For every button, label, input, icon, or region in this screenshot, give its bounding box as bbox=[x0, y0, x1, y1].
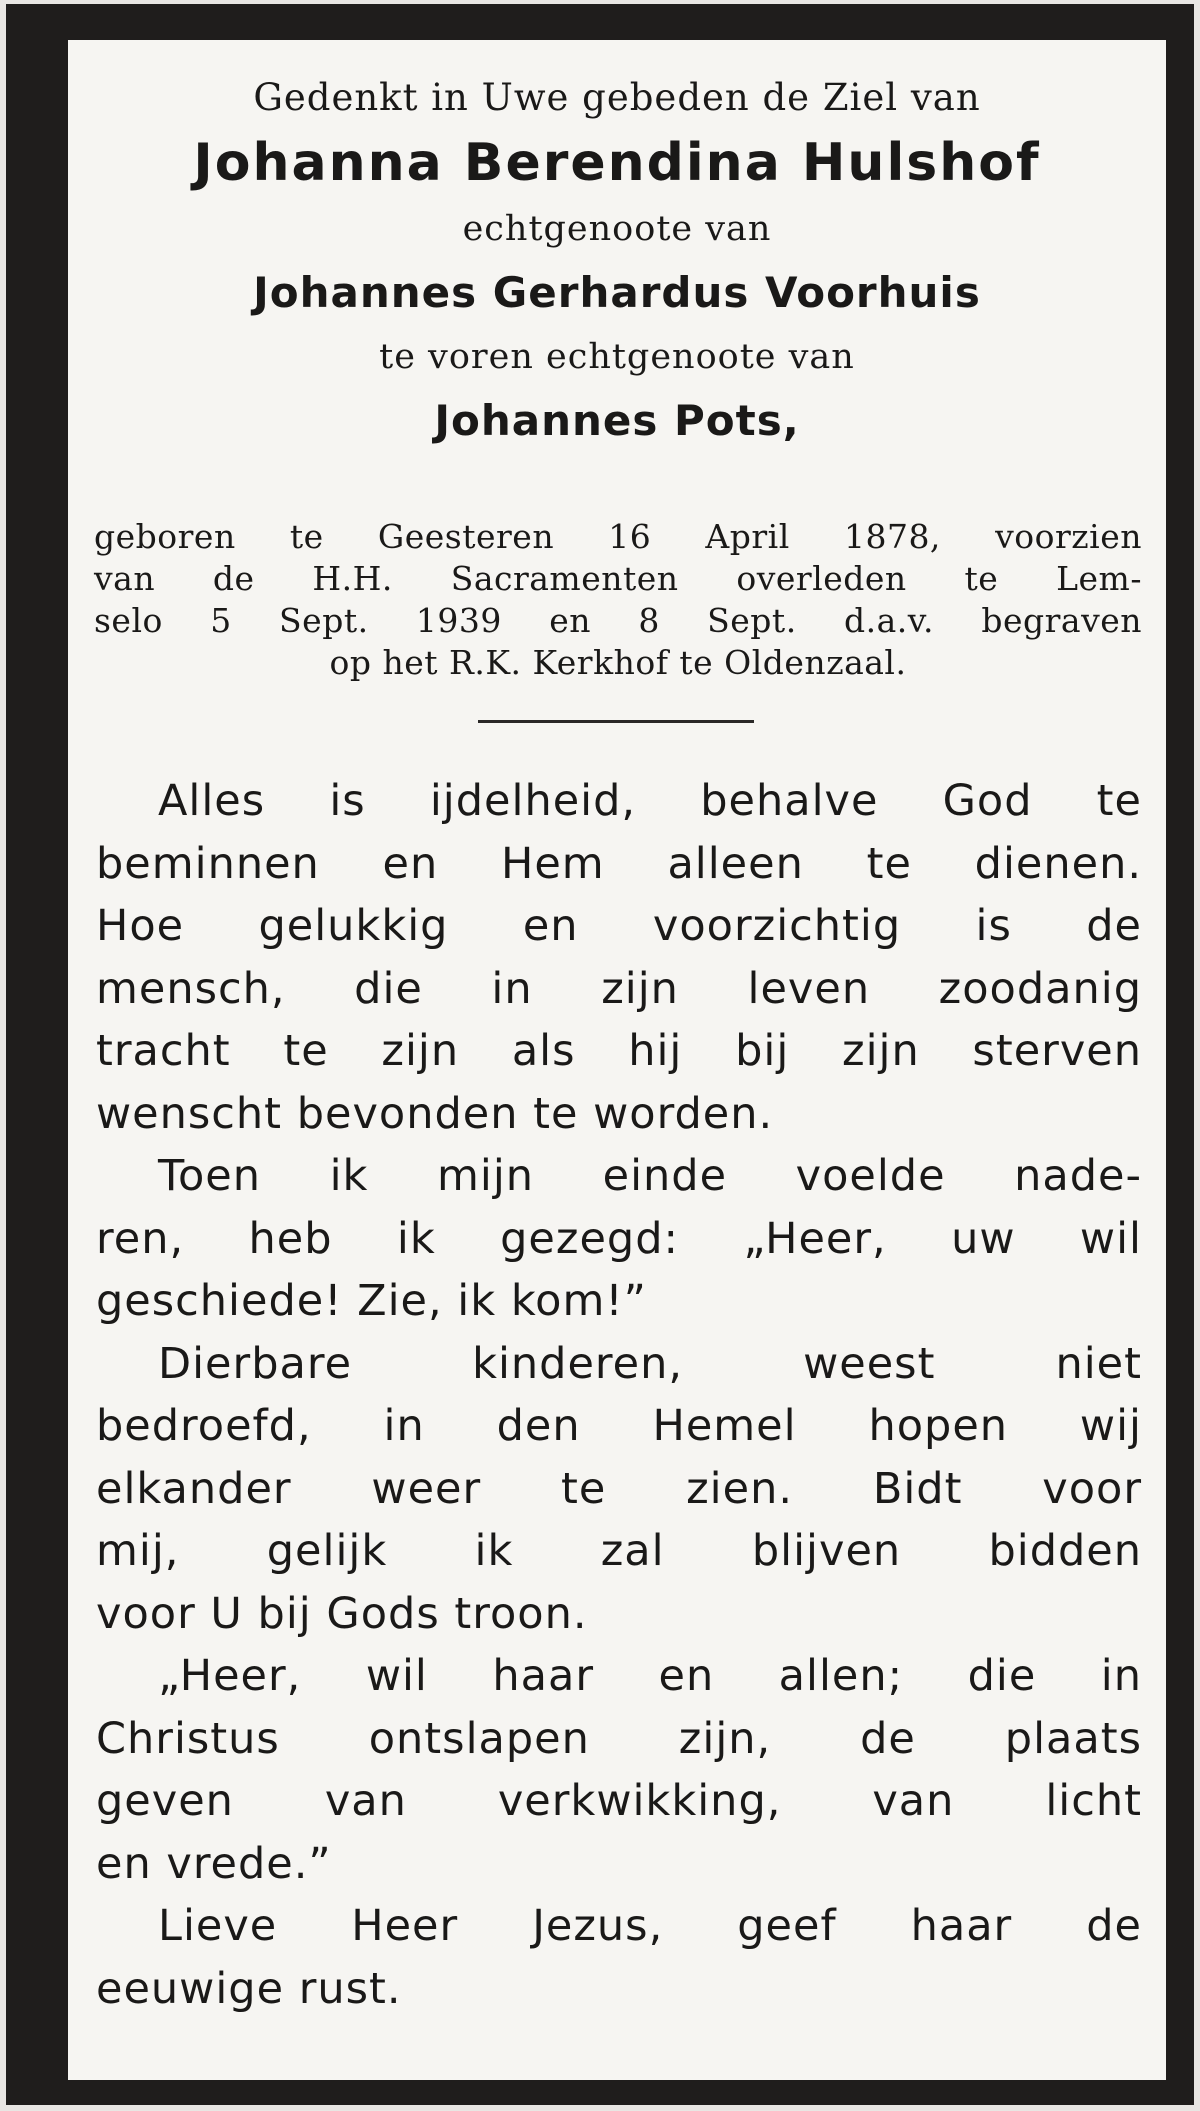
prayer-line: Toen ik mijn einde voelde nade- bbox=[158, 1151, 1142, 1201]
prayer-line: voor U bij Gods troon. bbox=[96, 1588, 588, 1639]
prayer-line: mensch, die in zijn leven zoodanig bbox=[96, 963, 1142, 1014]
prayer-line: Christus ontslapen zijn, de plaats bbox=[96, 1713, 1142, 1764]
birth-death-details bbox=[94, 516, 1142, 684]
previous-spouse-connector: te voren echtgenoote van bbox=[379, 337, 855, 377]
prayer-line: „Heer, wil haar en allen; die in bbox=[158, 1651, 1142, 1701]
prayer-line: ren, heb ik gezegd: „Heer, uw wil bbox=[96, 1213, 1142, 1264]
prayer-text bbox=[96, 770, 1142, 2020]
prayer-line: Dierbare kinderen, weest niet bbox=[158, 1338, 1142, 1389]
prayer-line: tracht te zijn als hij bij zijn sterven bbox=[96, 1026, 1142, 1076]
prayer-line: geven van verkwikking, van licht bbox=[96, 1776, 1142, 1826]
prayer-line: Alles is ijdelheid, behalve God te bbox=[158, 776, 1142, 826]
details-line: van de H.H. Sacramenten overleden te Lem- bbox=[94, 559, 1142, 598]
prayer-line: Lieve Heer Jezus, geef haar de bbox=[158, 1901, 1142, 1951]
prayer-line: eeuwige rust. bbox=[96, 1963, 402, 2014]
prayer-line: Hoe gelukkig en voorzichtig is de bbox=[96, 901, 1142, 951]
memorial-card-border bbox=[6, 4, 1194, 2105]
spouse-name: Johannes Gerhardus Voorhuis bbox=[253, 268, 981, 317]
card-header bbox=[68, 70, 1166, 456]
prayer-line: en vrede.” bbox=[96, 1838, 332, 1889]
spouse-connector: echtgenoote van bbox=[462, 209, 772, 249]
details-line: op het R.K. Kerkhof te Oldenzaal. bbox=[329, 643, 907, 682]
prayer-line: bedroefd, in den Hemel hopen wij bbox=[96, 1401, 1142, 1451]
prayer-line: wenscht bevonden te worden. bbox=[96, 1088, 774, 1139]
deceased-name: Johanna Berendina Hulshof bbox=[193, 133, 1041, 193]
details-line: selo 5 Sept. 1939 en 8 Sept. d.a.v. begraven bbox=[94, 601, 1142, 640]
previous-spouse-name: Johannes Pots, bbox=[434, 396, 800, 445]
details-line: geboren te Geesteren 16 April 1878, voorzien bbox=[94, 517, 1142, 556]
divider-rule bbox=[478, 720, 754, 723]
intro-line: Gedenkt in Uwe gebeden de Ziel van bbox=[253, 76, 981, 119]
prayer-line: beminnen en Hem alleen te dienen. bbox=[96, 838, 1142, 889]
prayer-line: geschiede! Zie, ik kom!” bbox=[96, 1276, 647, 1326]
memorial-card-paper bbox=[68, 40, 1166, 2080]
prayer-line: mij, gelijk ik zal blijven bidden bbox=[96, 1526, 1142, 1576]
prayer-line: elkander weer te zien. Bidt voor bbox=[96, 1463, 1142, 1514]
